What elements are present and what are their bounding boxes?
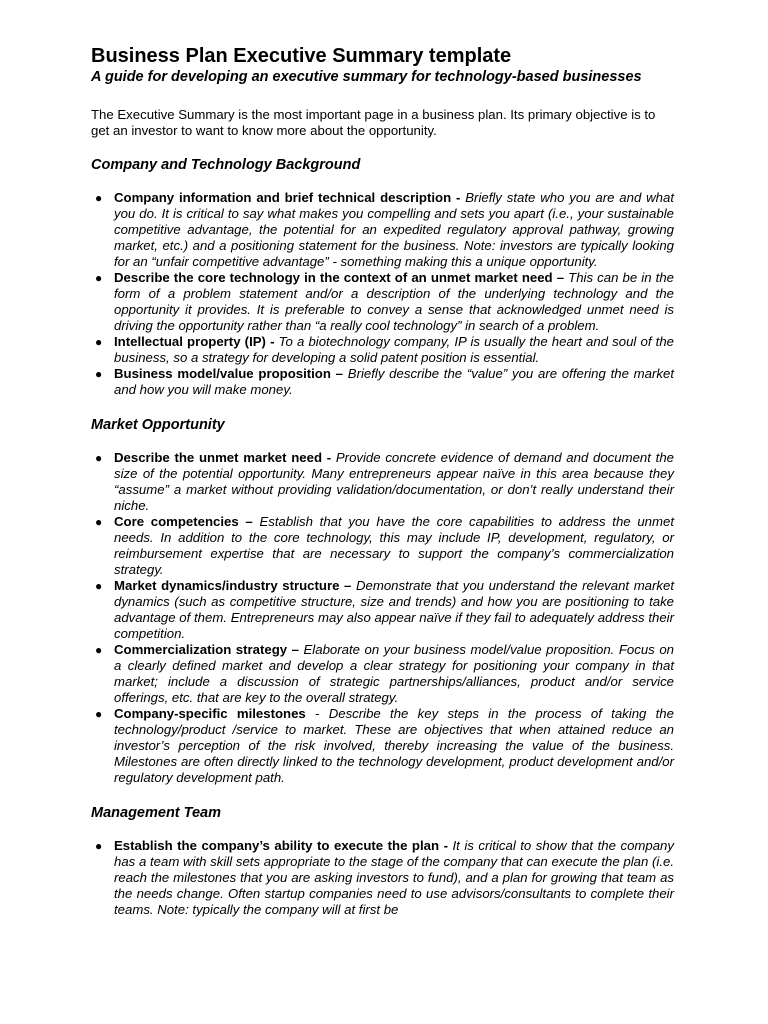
section-heading-management-team: Management Team [91,805,221,821]
list-item: ● Describe the unmet market need - Provide concrete evidence of demand and document the size of the potential opportunity. Many entrepreneurs appear naïve in this area because they “assume” a market without providing validation/documentation, or don’t really understand their niche. [95,450,674,513]
bullet-icon: ● [95,367,103,381]
document-subtitle: A guide for developing an executive summary for technology-based businesses [91,69,642,85]
bullet-icon: ● [95,579,103,593]
bullet-icon: ● [95,191,103,205]
document-title: Business Plan Executive Summary template [91,45,512,67]
bullet-icon: ● [95,335,103,349]
list-item: ● Establish the company’s ability to execute the plan - It is critical to show that the company has a team with skill sets appropriate to the stage of the company that can execute the plan (i.e. reach the milestones that you are asking investors to fund), and a plan for growing that team as the needs change. Often startup companies need to use advisors/consultants to complete their teams. Note: typically the company will at first be [95,838,674,917]
bullet-icon: ● [95,707,103,721]
list-item: ● Company-specific milestones - Describe the key steps in the process of taking the technology/product /service to market. These are objectives that when attained reduce an investor’s perception of the risk involved, thereby increasing the value of the business. Milestones are often directly linked to the technology development, product development and/or regulatory development path. [95,706,674,785]
section-list-management-team [91,838,674,918]
bullet-icon: ● [95,271,103,285]
list-item: ● Company information and brief technical description - Briefly state who you are and what you do. It is critical to say what makes you compelling and sets you apart (i.e., your sustainable competitive advantage, the potential for an expedited regulatory approval pathway, growing market, etc.) and a positioning statement for the business. Note: investors are typically looking for an “unfair competitive advantage” - something making this a unique opportunity. [95,190,674,269]
list-item: ● Business model/value proposition – Briefly describe the “value” you are offering the market and how you will make money. [95,366,674,397]
bullet-icon: ● [95,643,103,657]
list-item: ● Commercialization strategy – Elaborate on your business model/value proposition. Focus on a clearly defined market and develop a clear strategy for positioning your company in that market; include a discussion of strategic partnerships/alliances, product and/or service offerings, etc. that are key to the overall strategy. [95,642,674,705]
section-heading-company-background: Company and Technology Background [91,157,361,173]
bullet-icon: ● [95,839,103,853]
list-item: ● Intellectual property (IP) - To a biotechnology company, IP is usually the heart and soul of the business, so a strategy for developing a solid patent position is essential. [95,334,674,365]
intro-paragraph: The Executive Summary is the most important page in a business plan. Its primary objective is to get an investor to want to know more about the opportunity. [91,107,656,138]
section-list-company-background [91,190,674,398]
list-item: ● Core competencies – Establish that you have the core capabilities to address the unmet needs. In addition to the core technology, this may include IP, development, regulatory, or reimbursement expertise that are necessary to support the company’s commercialization strategy. [95,514,674,577]
bullet-icon: ● [95,515,103,529]
section-list-market-opportunity [91,450,674,786]
section-heading-market-opportunity: Market Opportunity [91,417,225,433]
list-item: ● Describe the core technology in the context of an unmet market need – This can be in the form of a problem statement and/or a description of the underlying technology and the opportunity it provides. It is preferable to convey a sense that acknowledged unmet need is driving the opportunity rather than “a really cool technology” in search of a problem. [95,270,674,333]
list-item: ● Market dynamics/industry structure – Demonstrate that you understand the relevant market dynamics (such as competitive structure, size and trends) and how you are positioning to take advantage of them. Entrepreneurs may also appear naïve if they fail to adequately address their competition. [95,578,674,641]
bullet-icon: ● [95,451,103,465]
